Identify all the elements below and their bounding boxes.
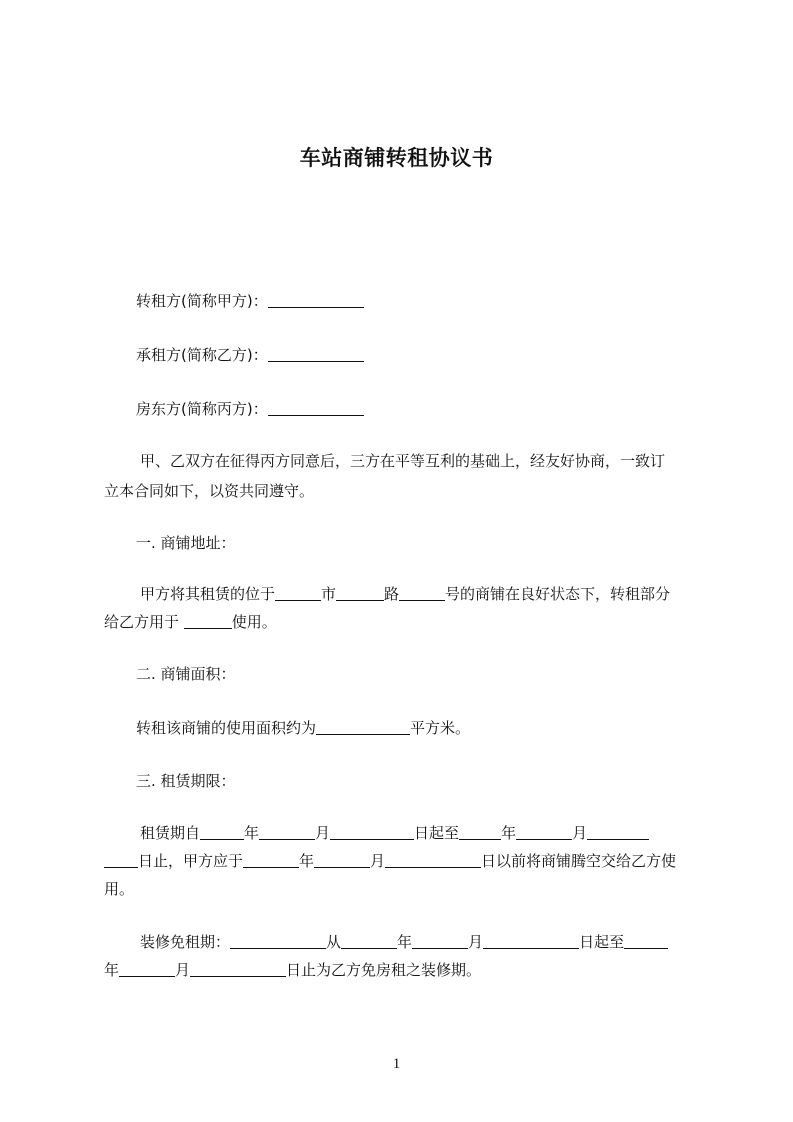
from-label: 从 bbox=[326, 933, 342, 951]
usage-text-a: 给乙方用于 bbox=[104, 613, 184, 631]
section-3-line-3: 用。 bbox=[104, 880, 135, 898]
section-3-line-1 bbox=[140, 823, 740, 843]
sublessor-label: 转租方(简称甲方)： bbox=[136, 292, 268, 310]
sublessee-line bbox=[136, 345, 736, 365]
vacate-text-a: 日止，甲方应于 bbox=[138, 852, 244, 870]
section-2-heading: 二. 商铺面积： bbox=[136, 665, 236, 683]
section-3-line-2 bbox=[104, 851, 704, 871]
document-title: 车站商铺转租协议书 bbox=[299, 146, 494, 170]
landlord-label: 房东方(简称丙方)： bbox=[136, 400, 268, 418]
landlord-blank bbox=[268, 400, 364, 416]
sublessee-blank bbox=[268, 346, 364, 362]
start-year-blank bbox=[200, 824, 244, 840]
decoration-text-a: 装修免租期： bbox=[140, 933, 231, 951]
year-label: 年 bbox=[299, 852, 315, 870]
road-suffix: 路 bbox=[384, 585, 400, 603]
month-label: 月 bbox=[175, 961, 191, 979]
landlord-line bbox=[136, 399, 736, 419]
page-number: 1 bbox=[392, 1056, 401, 1072]
intro-line-1: 甲、乙双方在征得丙方同意后，三方在平等互利的基础上，经友好协商，一致订 bbox=[140, 452, 666, 470]
deco-start-month-blank bbox=[412, 933, 468, 949]
road-blank bbox=[336, 585, 384, 601]
intro-line-2: 立本合同如下，以资共同遵守。 bbox=[104, 482, 315, 500]
start-month-blank bbox=[259, 824, 315, 840]
section-1-line-1 bbox=[140, 584, 740, 604]
city-blank bbox=[275, 585, 321, 601]
usage-blank bbox=[184, 613, 232, 629]
area-blank bbox=[316, 719, 410, 735]
end-day-blank-b bbox=[104, 852, 138, 868]
address-text-a: 甲方将其租赁的位于 bbox=[140, 585, 276, 603]
decoration-line-2 bbox=[104, 960, 704, 980]
decoration-text-c: 日止为乙方免房租之装修期。 bbox=[286, 961, 482, 979]
month-label: 月 bbox=[315, 824, 331, 842]
month-label: 月 bbox=[370, 852, 386, 870]
year-label: 年 bbox=[501, 824, 517, 842]
city-suffix: 市 bbox=[321, 585, 337, 603]
decoration-text-b: 日起至 bbox=[579, 933, 625, 951]
section-1-heading: 一. 商铺地址： bbox=[136, 534, 236, 552]
term-text-a: 租赁期自 bbox=[140, 824, 201, 842]
end-day-blank-a bbox=[587, 824, 649, 840]
area-text-b: 平方米。 bbox=[410, 719, 471, 737]
end-month-blank bbox=[516, 824, 572, 840]
vacate-month-blank bbox=[314, 852, 370, 868]
end-year-blank bbox=[459, 824, 501, 840]
start-day-blank bbox=[330, 824, 414, 840]
sublessor-blank bbox=[268, 292, 364, 308]
deco-start-year-blank bbox=[341, 933, 397, 949]
deco-end-month-blank bbox=[119, 961, 175, 977]
deco-end-day-blank bbox=[190, 961, 286, 977]
term-text-b: 日起至 bbox=[414, 824, 460, 842]
vacate-text-b: 日以前将商铺腾空交给乙方使 bbox=[481, 852, 677, 870]
year-label: 年 bbox=[397, 933, 413, 951]
year-label: 年 bbox=[104, 961, 120, 979]
section-1-line-2 bbox=[104, 612, 704, 632]
sublessor-line bbox=[136, 291, 736, 311]
month-label: 月 bbox=[572, 824, 588, 842]
address-text-d: 号的商铺在良好状态下，转租部分 bbox=[445, 585, 671, 603]
section-3-heading: 三. 租赁期限： bbox=[136, 772, 236, 790]
sublessee-label: 承租方(简称乙方)： bbox=[136, 346, 268, 364]
deco-start-day-blank bbox=[483, 933, 579, 949]
vacate-day-blank bbox=[385, 852, 481, 868]
month-label: 月 bbox=[468, 933, 484, 951]
year-label: 年 bbox=[244, 824, 260, 842]
decoration-line-1 bbox=[140, 932, 740, 952]
section-2-line-1 bbox=[136, 718, 736, 738]
area-text-a: 转租该商铺的使用面积约为 bbox=[136, 719, 317, 737]
number-blank bbox=[399, 585, 445, 601]
deco-end-year-blank-a bbox=[624, 933, 668, 949]
vacate-year-blank bbox=[243, 852, 299, 868]
usage-text-b: 使用。 bbox=[231, 613, 277, 631]
decoration-blank bbox=[230, 933, 326, 949]
